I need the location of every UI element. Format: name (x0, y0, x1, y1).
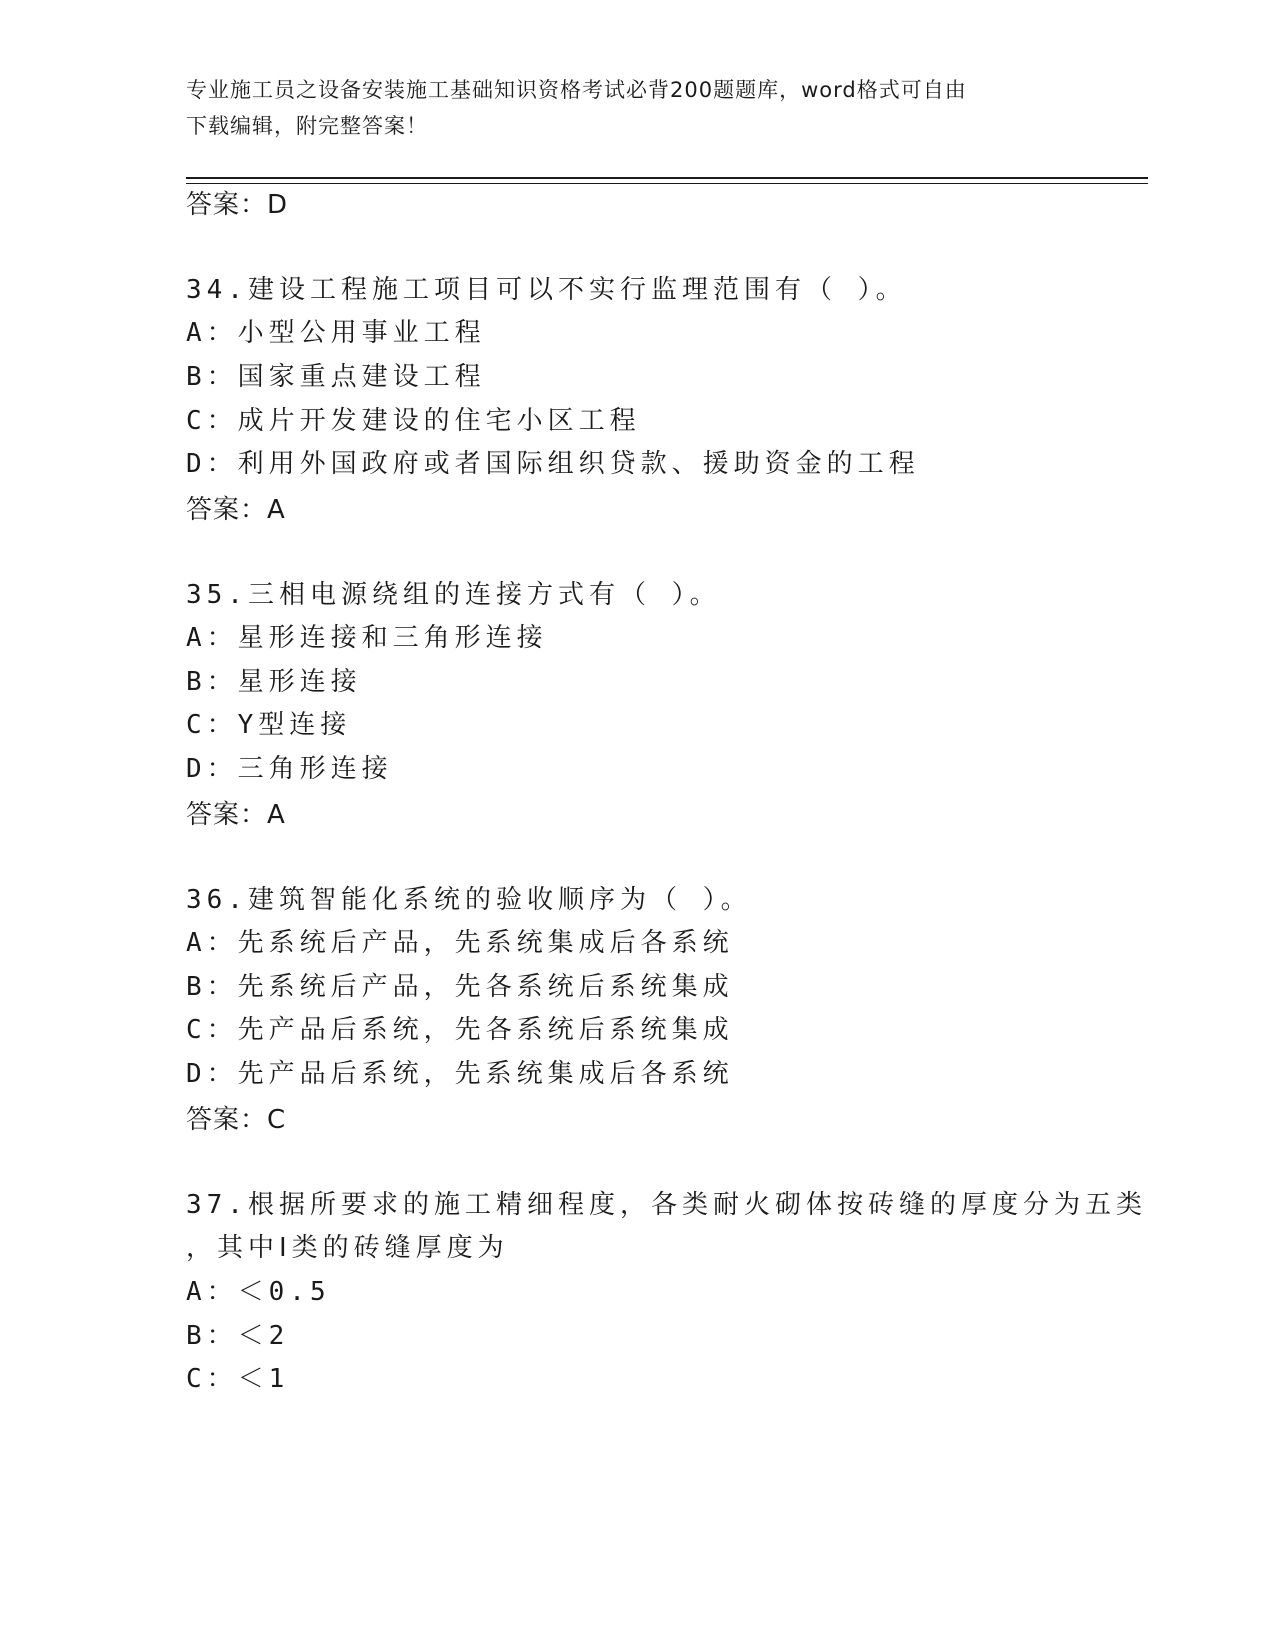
question-36-option-c: C：先产品后系统，先各系统后系统集成 (186, 1015, 734, 1045)
header-line-2: 下载编辑，附完整答案！ (186, 114, 428, 138)
question-35-option-b: B：星形连接 (186, 667, 362, 697)
question-37-stem-line-1: 37.根据所要求的施工精细程度，各类耐火砌体按砖缝的厚度分为五类 (186, 1190, 1147, 1220)
question-35-answer: 答案：A (186, 800, 286, 830)
question-35-option-a: A：星形连接和三角形连接 (186, 623, 548, 653)
header-rule-thin (186, 183, 1148, 184)
question-36-stem: 36.建筑智能化系统的验收顺序为（ ）。 (186, 885, 752, 915)
question-37-option-a: A：＜0.5 (186, 1277, 331, 1307)
question-36-answer: 答案：C (186, 1105, 287, 1135)
question-34-option-c: C：成片开发建设的住宅小区工程 (186, 406, 641, 436)
question-37-option-c: C：＜1 (186, 1364, 290, 1394)
question-35-stem: 35.三相电源绕组的连接方式有（ ）。 (186, 580, 721, 610)
question-36-option-a: A：先系统后产品，先系统集成后各系统 (186, 928, 734, 958)
question-37-option-b: B：＜2 (186, 1321, 290, 1351)
question-35-option-d: D：三角形连接 (186, 754, 393, 784)
question-34-option-a: A：小型公用事业工程 (186, 318, 486, 348)
document-header (186, 72, 1066, 144)
previous-answer: 答案：D (186, 190, 289, 220)
header-rule-thick (186, 177, 1148, 179)
question-34-stem: 34.建设工程施工项目可以不实行监理范围有（ ）。 (186, 275, 907, 305)
question-34-option-b: B：国家重点建设工程 (186, 362, 486, 392)
question-36-option-b: B：先系统后产品，先各系统后系统集成 (186, 972, 734, 1002)
question-34-answer: 答案：A (186, 495, 286, 525)
question-36-option-d: D：先产品后系统，先系统集成后各系统 (186, 1059, 734, 1089)
question-37-stem-line-2: ，其中Ⅰ类的砖缝厚度为 (186, 1233, 509, 1263)
question-35-option-c: C：Y型连接 (186, 710, 352, 740)
question-34-option-d: D：利用外国政府或者国际组织贷款、援助资金的工程 (186, 449, 920, 479)
header-line-1: 专业施工员之设备安装施工基础知识资格考试必背200题题库，word格式可自由 (186, 78, 967, 102)
